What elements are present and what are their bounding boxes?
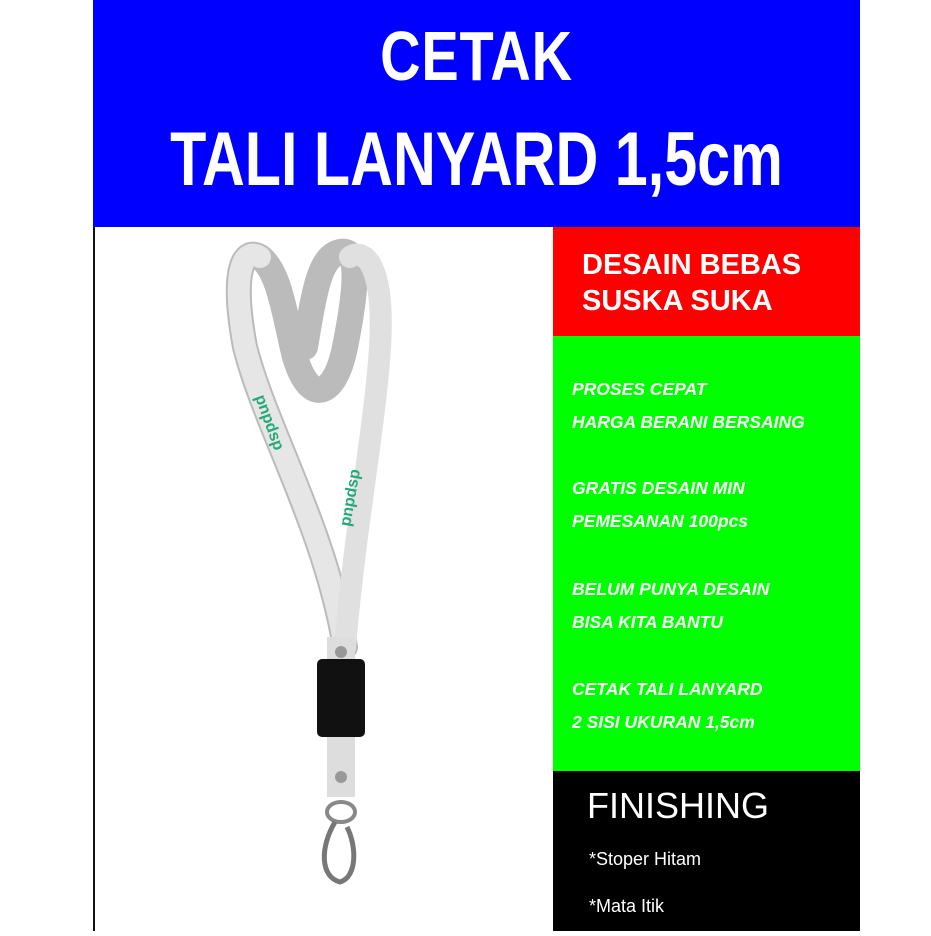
lanyard-print-text: pnpdsp xyxy=(337,467,364,528)
ring-icon xyxy=(327,802,355,822)
hook-icon xyxy=(324,822,353,882)
finishing-item: *Stoper Hitam xyxy=(589,849,702,869)
lanyard-bottom-strap xyxy=(327,737,355,797)
feature-line: BELUM PUNYA DESAIN xyxy=(572,579,770,599)
feature-line: GRATIS DESAIN MIN xyxy=(572,478,745,498)
product-photo xyxy=(93,227,555,931)
red-line-2: SUSKA SUKA xyxy=(582,285,773,317)
title-line-2: TALI LANYARD 1,5cm xyxy=(170,117,783,202)
feature-line: HARGA BERANI BERSAING xyxy=(572,412,805,432)
title-line-1: CETAK xyxy=(380,17,573,95)
finishing-title: FINISHING xyxy=(587,785,770,826)
rivet-icon xyxy=(335,646,347,658)
feature-line: BISA KITA BANTU xyxy=(572,612,724,632)
feature-item xyxy=(572,573,769,639)
lanyard-print-text: pnpdsp xyxy=(251,392,287,453)
buckle-icon xyxy=(317,659,365,737)
feature-item xyxy=(572,673,763,739)
finishing-item: *Mata Itik xyxy=(589,896,665,916)
finishing-box xyxy=(553,771,860,931)
feature-line: PROSES CEPAT xyxy=(572,379,707,399)
lanyard-illustration xyxy=(95,227,555,931)
feature-item xyxy=(572,472,748,538)
feature-line: PEMESANAN 100pcs xyxy=(572,511,749,531)
features-box xyxy=(553,336,860,771)
rivet-icon xyxy=(335,771,347,783)
feature-line: CETAK TALI LANYARD xyxy=(572,679,763,699)
feature-line: 2 SISI UKURAN 1,5cm xyxy=(572,712,755,732)
feature-item xyxy=(572,373,805,439)
red-line-1: DESAIN BEBAS xyxy=(582,249,802,281)
title-banner xyxy=(93,0,860,227)
design-free-box xyxy=(553,227,860,336)
